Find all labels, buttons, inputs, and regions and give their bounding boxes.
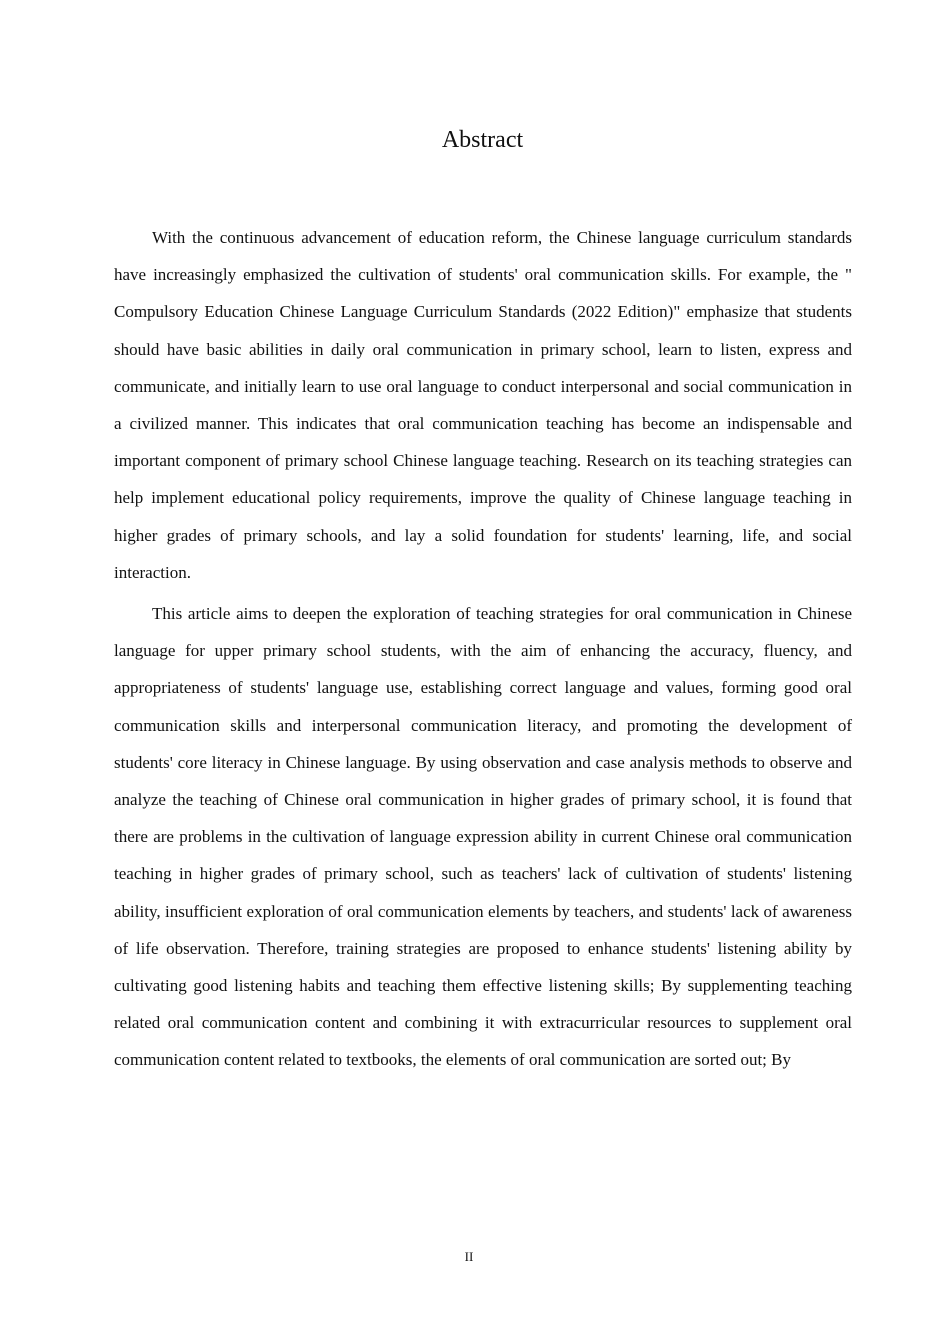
abstract-paragraph-2: This article aims to deepen the exploration of teaching strategies for oral communication in Chinese language for upper primary school students, with the aim of enhancing the accuracy, fluency, and appropriateness of students' language use, establishing correct language and values, forming good oral communication skills and interpersonal communication literacy, and promoting the development of students' core literacy in Chinese language. By using observation and case analysis methods to observe and analyze the teaching of Chinese oral communication in higher grades of primary school, it is found that there are problems in the cultivation of language expression ability in current Chinese oral communication teaching in higher grades of primary school, such as teachers' lack of cultivation of students' listening ability, insufficient exploration of oral communication elements by teachers, and students' lack of awareness of life observation. Therefore, training strategies are proposed to enhance students' listening ability by cultivating good listening habits and teaching them effective listening skills; By supplementing teaching related oral communication content and combining it with extracurricular resources to supplement oral communication content related to textbooks, the elements of oral communication are sorted out; By bbox=[114, 604, 852, 1070]
abstract-body bbox=[114, 219, 852, 1079]
page-number: II bbox=[464, 1249, 474, 1264]
abstract-title: Abstract bbox=[441, 127, 524, 153]
abstract-paragraph-1: With the continuous advancement of education reform, the Chinese language curriculum standards have increasingly emphasized the cultivation of students' oral communication skills. For example, the " Compulsory Education Chinese Language Curriculum Standards (2022 Edition)" emphasize that students should have basic abilities in daily oral communication in primary school, learn to listen, express and communicate, and initially learn to use oral language to conduct interpersonal and social communication in a civilized manner. This indicates that oral communication teaching has become an indispensable and important component of primary school Chinese language teaching. Research on its teaching strategies can help implement educational policy requirements, improve the quality of Chinese language teaching in higher grades of primary schools, and lay a solid foundation for students' learning, life, and social interaction. bbox=[114, 228, 852, 582]
